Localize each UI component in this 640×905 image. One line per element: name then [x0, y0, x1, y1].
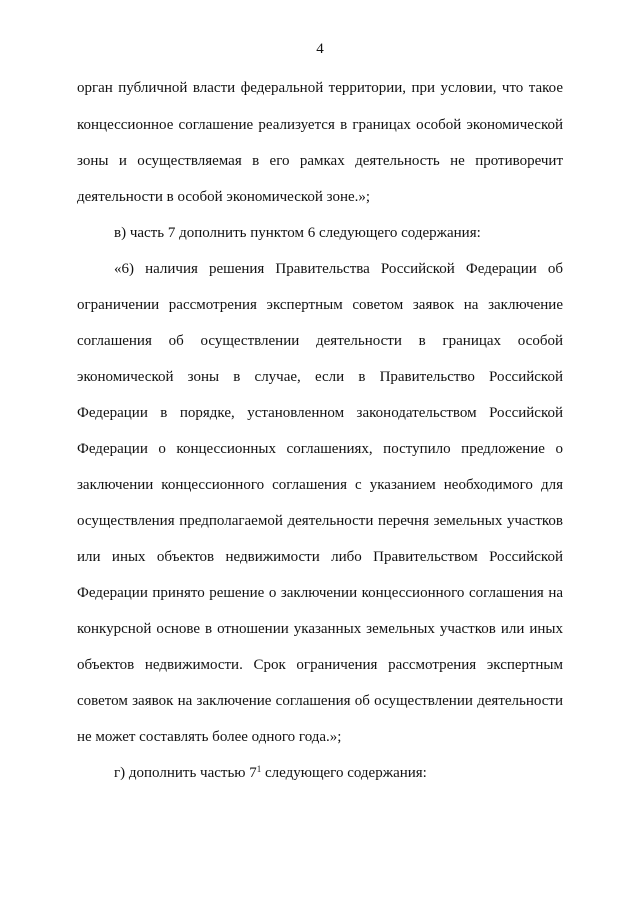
text-line: деятельности в особой экономической зоне.»;	[77, 189, 371, 205]
text-line: или иных объектов недвижимости либо Правительством Российской	[77, 549, 563, 565]
text-fragment: следующего содержания:	[261, 765, 427, 781]
text-line: Федерации в порядке, установленном законодательством Российской	[77, 405, 563, 421]
text-line: ограничении рассмотрения экспертным советом заявок на заключение	[77, 297, 563, 313]
text-line: осуществления предполагаемой деятельности перечня земельных участков	[77, 513, 563, 529]
text-line: в) часть 7 дополнить пунктом 6 следующего содержания:	[114, 225, 481, 241]
text-fragment: г) дополнить частью 7	[114, 765, 257, 781]
text-line: Федерации принято решение о заключении концессионного соглашения на	[77, 585, 563, 601]
text-line: зоны и осуществляемая в его рамках деятельность не противоречит	[77, 153, 563, 169]
text-line: советом заявок на заключение соглашения об осуществлении деятельности	[77, 693, 563, 709]
text-line: концессионное соглашение реализуется в границах особой экономической	[77, 117, 563, 133]
page-number: 4	[316, 41, 324, 57]
text-line: экономической зоны в случае, если в Правительство Российской	[77, 369, 563, 385]
text-line: конкурсной основе в отношении указанных земельных участков или иных	[77, 621, 563, 637]
text-line: заключении концессионного соглашения с указанием необходимого для	[77, 477, 563, 493]
text-line: «6) наличия решения Правительства Российской Федерации об	[114, 261, 563, 277]
text-line-last	[114, 763, 563, 783]
text-line: Федерации о концессионных соглашениях, поступило предложение о	[77, 441, 563, 457]
text-line: орган публичной власти федеральной территории, при условии, что такое	[77, 80, 563, 96]
text-line: не может составлять более одного года.»;	[77, 729, 342, 745]
text-line: объектов недвижимости. Срок ограничения рассмотрения экспертным	[77, 657, 563, 673]
superscript: 1	[256, 764, 262, 774]
text-line: соглашения об осуществлении деятельности в границах особой	[77, 333, 563, 349]
